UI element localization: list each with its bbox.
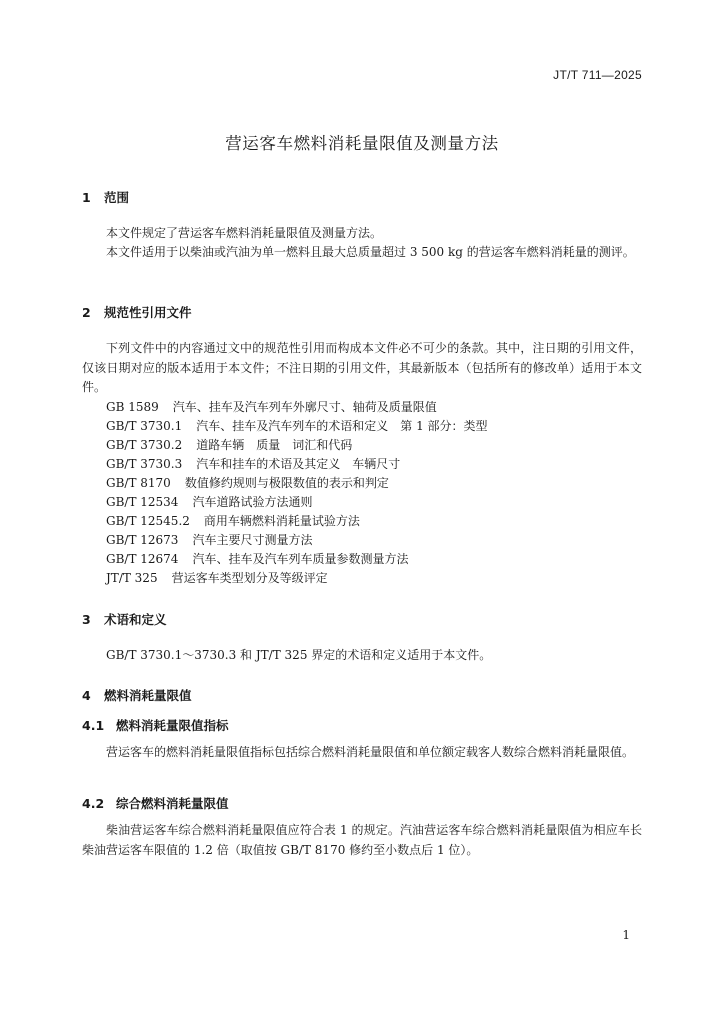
reference-name: 道路车辆 质量 词汇和代码 [196,438,353,452]
section-4-heading [82,686,192,704]
reference-code: GB/T 8170 [106,476,171,490]
section-number: 2 [82,305,91,320]
reference-code: GB/T 12545.2 [106,514,190,528]
paragraph: 营运客车的燃料消耗量限值指标包括综合燃料消耗量限值和单位额定载客人数综合燃料消耗量限值。 [106,745,635,759]
reference-name: 商用车辆燃料消耗量试验方法 [203,514,360,528]
reference-item [106,493,312,510]
page-number: 1 [622,928,630,942]
reference-name: 汽车和挂车的术语及其定义 车辆尺寸 [196,457,401,471]
section-title: 术语和定义 [104,612,167,627]
section-1-heading [82,188,129,206]
section-3-heading [82,610,167,628]
paragraph: 下列文件中的内容通过文中的规范性引用而构成本文件必不可少的条款。其中，注日期的引用文件，仅该日期对应的版本适用于本文件；不注日期的引用文件，其最新版本（包括所有的修改单）适用于本文件。 [82,341,642,394]
standard-code: JT/T 711—2025 [553,68,642,82]
section-number: 3 [82,612,91,627]
reference-name: 营运客车类型划分及等级评定 [171,571,328,585]
reference-name: 汽车道路试验方法通则 [192,495,313,509]
reference-item [106,550,408,567]
section-title: 范围 [104,190,130,205]
subsection-title: 综合燃料消耗量限值 [116,796,229,811]
paragraph: 本文件规定了营运客车燃料消耗量限值及测量方法。 [106,226,383,240]
reference-code: JT/T 325 [106,571,158,585]
subsection-title: 燃料消耗量限值指标 [116,718,229,733]
subsection-number: 4.1 [82,718,105,733]
reference-name: 汽车主要尺寸测量方法 [192,533,313,547]
reference-code: GB/T 3730.3 [106,457,183,471]
reference-item [106,569,328,586]
reference-name: 数值修约规则与极限数值的表示和判定 [184,476,389,490]
reference-name: 汽车、挂车及汽车列车的术语和定义 第 1 部分：类型 [196,419,488,433]
reference-name: 汽车、挂车及汽车列车质量参数测量方法 [192,552,409,566]
reference-code: GB 1589 [106,400,159,414]
reference-item [106,531,312,548]
reference-item [106,512,360,529]
section-title: 规范性引用文件 [104,305,192,320]
reference-code: GB/T 12534 [106,495,179,509]
reference-item [106,436,352,453]
paragraph: GB/T 3730.1～3730.3 和 JT/T 325 界定的术语和定义适用于本文件。 [106,648,492,662]
reference-code: GB/T 3730.2 [106,438,183,452]
document-title: 营运客车燃料消耗量限值及测量方法 [225,134,499,153]
subsection-number: 4.2 [82,796,105,811]
reference-item [106,455,400,472]
section-2-heading [82,303,192,321]
reference-item [106,398,437,415]
subsection-4-1-heading [82,716,229,734]
section-title: 燃料消耗量限值 [104,688,192,703]
reference-code: GB/T 12673 [106,533,179,547]
reference-code: GB/T 3730.1 [106,419,183,433]
reference-item [106,417,488,434]
reference-item [106,474,389,491]
section-number: 1 [82,190,91,205]
paragraph: 本文件适用于以柴油或汽油为单一燃料且最大总质量超过 3 500 kg 的营运客车燃料消耗量的测评。 [106,245,635,259]
reference-code: GB/T 12674 [106,552,179,566]
subsection-4-2-heading [82,794,229,812]
section-number: 4 [82,688,91,703]
reference-name: 汽车、挂车及汽车列车外廓尺寸、轴荷及质量限值 [172,400,437,414]
paragraph: 柴油营运客车综合燃料消耗量限值应符合表 1 的规定。汽油营运客车综合燃料消耗量限值为相应车长柴油营运客车限值的 1.2 倍（取值按 GB/T 8170 修约至小数点后 1 位）。 [82,823,642,857]
